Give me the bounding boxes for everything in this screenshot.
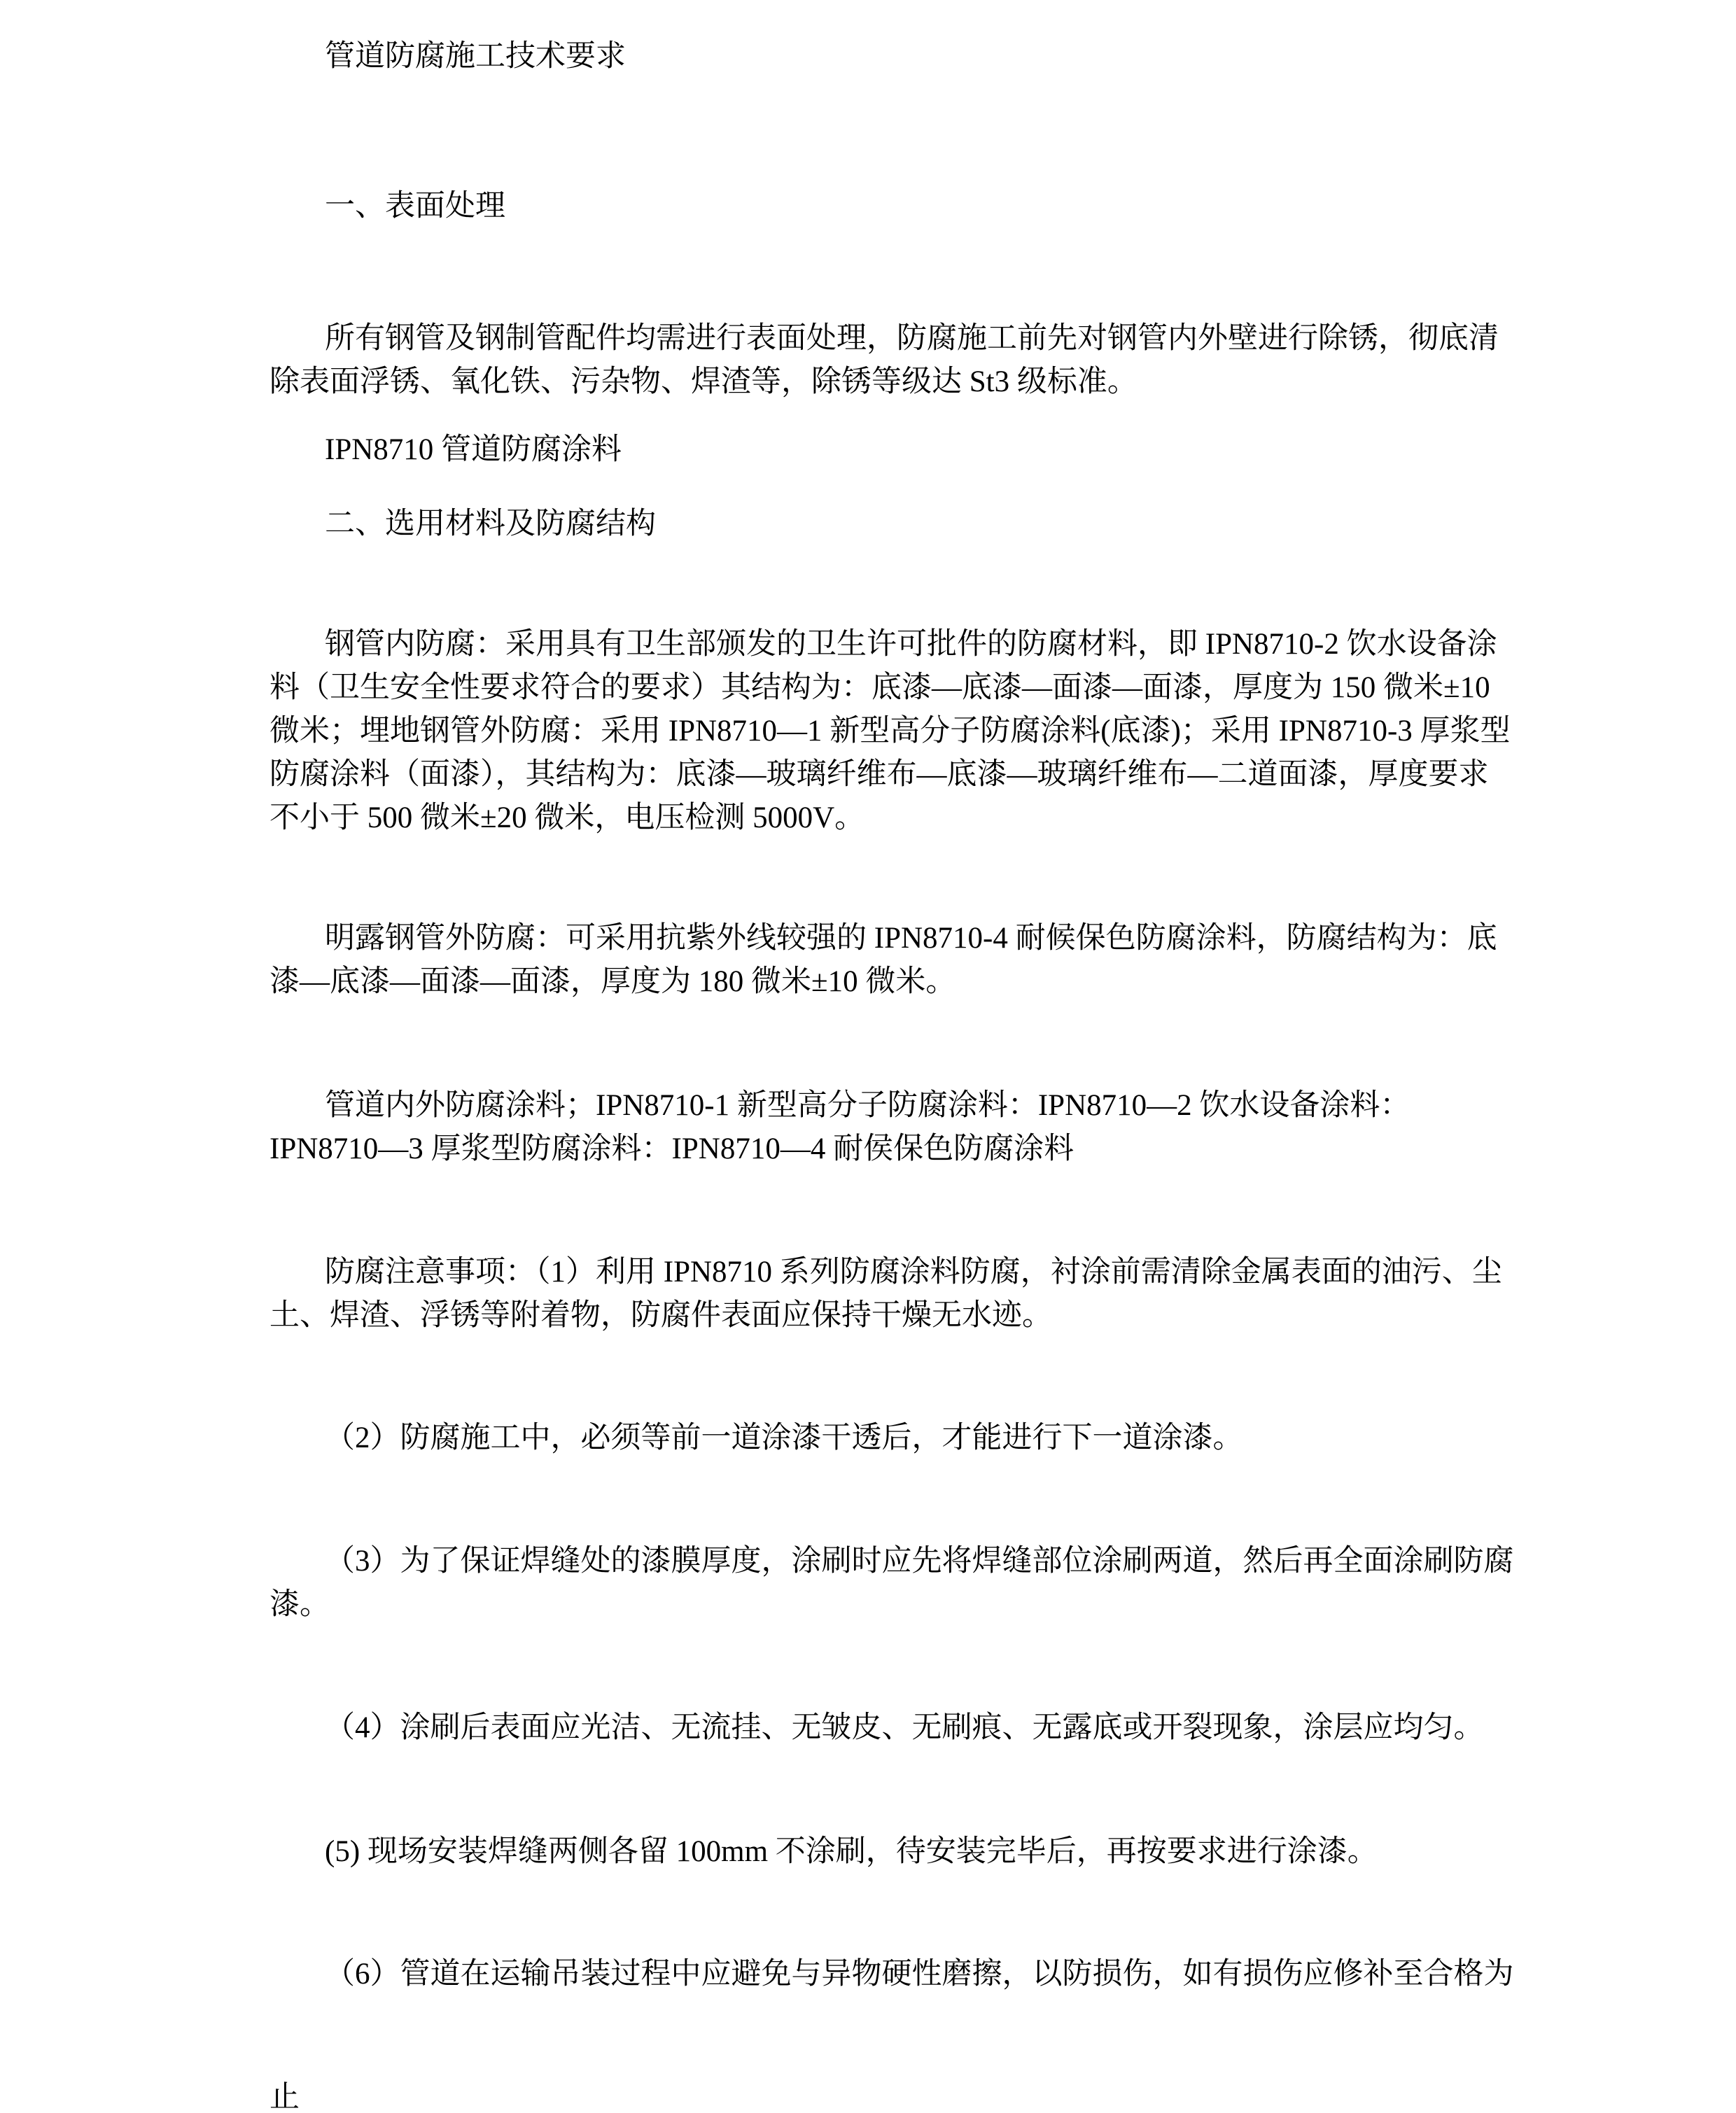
paragraph-line: 所有钢管及钢制管配件均需进行表面处理，防腐施工前先对钢管内外壁进行除锈，彻底清 — [325, 322, 1499, 355]
paragraph-line: 除表面浮锈、氧化铁、污杂物、焊渣等，除锈等级达 St3 级标准。 — [270, 365, 1138, 398]
paragraph-inner-anticorrosion — [270, 623, 1610, 840]
paragraph-note-6-end — [270, 2076, 1610, 2113]
section-heading-line: 一、表面处理 — [325, 190, 505, 223]
paragraph-note-4 — [270, 1706, 1610, 1750]
paragraph-line: IPN8710 管道防腐涂料 — [325, 433, 622, 466]
paragraph-line: （3）为了保证焊缝处的漆膜厚度，涂刷时应先将焊缝部位涂刷两道，然后再全面涂刷防腐 — [325, 1545, 1514, 1578]
paragraph-line: 明露钢管外防腐：可采用抗紫外线较强的 IPN8710-4 耐候保色防腐涂料，防腐结构为：底 — [325, 922, 1497, 955]
paragraph-line: 微米；埋地钢管外防腐：采用 IPN8710—1 新型高分子防腐涂料(底漆)；采用 IPN8710-3 厚浆型 — [270, 715, 1511, 747]
paragraph-exposed-pipe — [270, 917, 1610, 1004]
paragraph-line: 管道内外防腐涂料；IPN8710-1 新型高分子防腐涂料：IPN8710—2 饮水设备涂料： — [325, 1089, 1410, 1122]
paragraph-note-1 — [270, 1251, 1610, 1338]
paragraph-note-2 — [270, 1417, 1610, 1460]
paragraph-ipn-coating-title — [270, 428, 1610, 472]
paragraph-line: 防腐注意事项：（1）利用 IPN8710 系列防腐涂料防腐，衬涂前需清除金属表面的油污、尘 — [325, 1256, 1502, 1289]
paragraph-line: （2）防腐施工中，必须等前一道涂漆干透后，才能进行下一道涂漆。 — [325, 1421, 1243, 1454]
paragraph-line: IPN8710—3 厚浆型防腐涂料：IPN8710—4 耐侯保色防腐涂料 — [270, 1132, 1074, 1165]
paragraph-line: 钢管内防腐：采用具有卫生部颁发的卫生许可批件的防腐材料，即 IPN8710-2 饮水设备涂 — [325, 628, 1497, 661]
section-heading-surface-treatment — [270, 185, 1610, 228]
document-title — [270, 35, 1610, 78]
paragraph-surface-treatment — [270, 317, 1610, 404]
paragraph-line: 料（卫生安全性要求符合的要求）其结构为：底漆—底漆—面漆—面漆，厚度为 150 微米±10 — [270, 671, 1490, 704]
paragraph-line: （6）管道在运输吊装过程中应避免与异物硬性磨擦，以防损伤，如有损伤应修补至合格为 — [325, 1958, 1514, 1991]
paragraph-note-3 — [270, 1540, 1610, 1627]
paragraph-line: 防腐涂料（面漆），其结构为：底漆—玻璃纤维布—底漆—玻璃纤维布—二道面漆，厚度要求 — [270, 758, 1489, 791]
paragraph-note-6 — [270, 1953, 1610, 1996]
paragraph-line: （4）涂刷后表面应光洁、无流挂、无皱皮、无刷痕、无露底或开裂现象，涂层应均匀。 — [325, 1711, 1484, 1744]
paragraph-line: (5) 现场安装焊缝两侧各留 100mm 不涂刷，待安装完毕后，再按要求进行涂漆。 — [325, 1835, 1378, 1868]
paragraph-line: 漆。 — [270, 1588, 330, 1621]
paragraph-coating-list — [270, 1084, 1610, 1171]
section-heading-line: 二、选用材料及防腐结构 — [325, 507, 656, 540]
paragraph-line: 不小于 500 微米±20 微米，电压检测 5000V。 — [270, 801, 865, 834]
paragraph-note-5 — [270, 1830, 1610, 1874]
document-title-line: 管道防腐施工技术要求 — [325, 40, 626, 73]
section-heading-materials — [270, 503, 1610, 546]
paragraph-line: 土、焊渣、浮锈等附着物，防腐件表面应保持干燥无水迹。 — [270, 1299, 1052, 1332]
paragraph-line: 止 — [270, 2081, 300, 2113]
paragraph-line: 漆—底漆—面漆—面漆，厚度为 180 微米±10 微米。 — [270, 965, 956, 998]
